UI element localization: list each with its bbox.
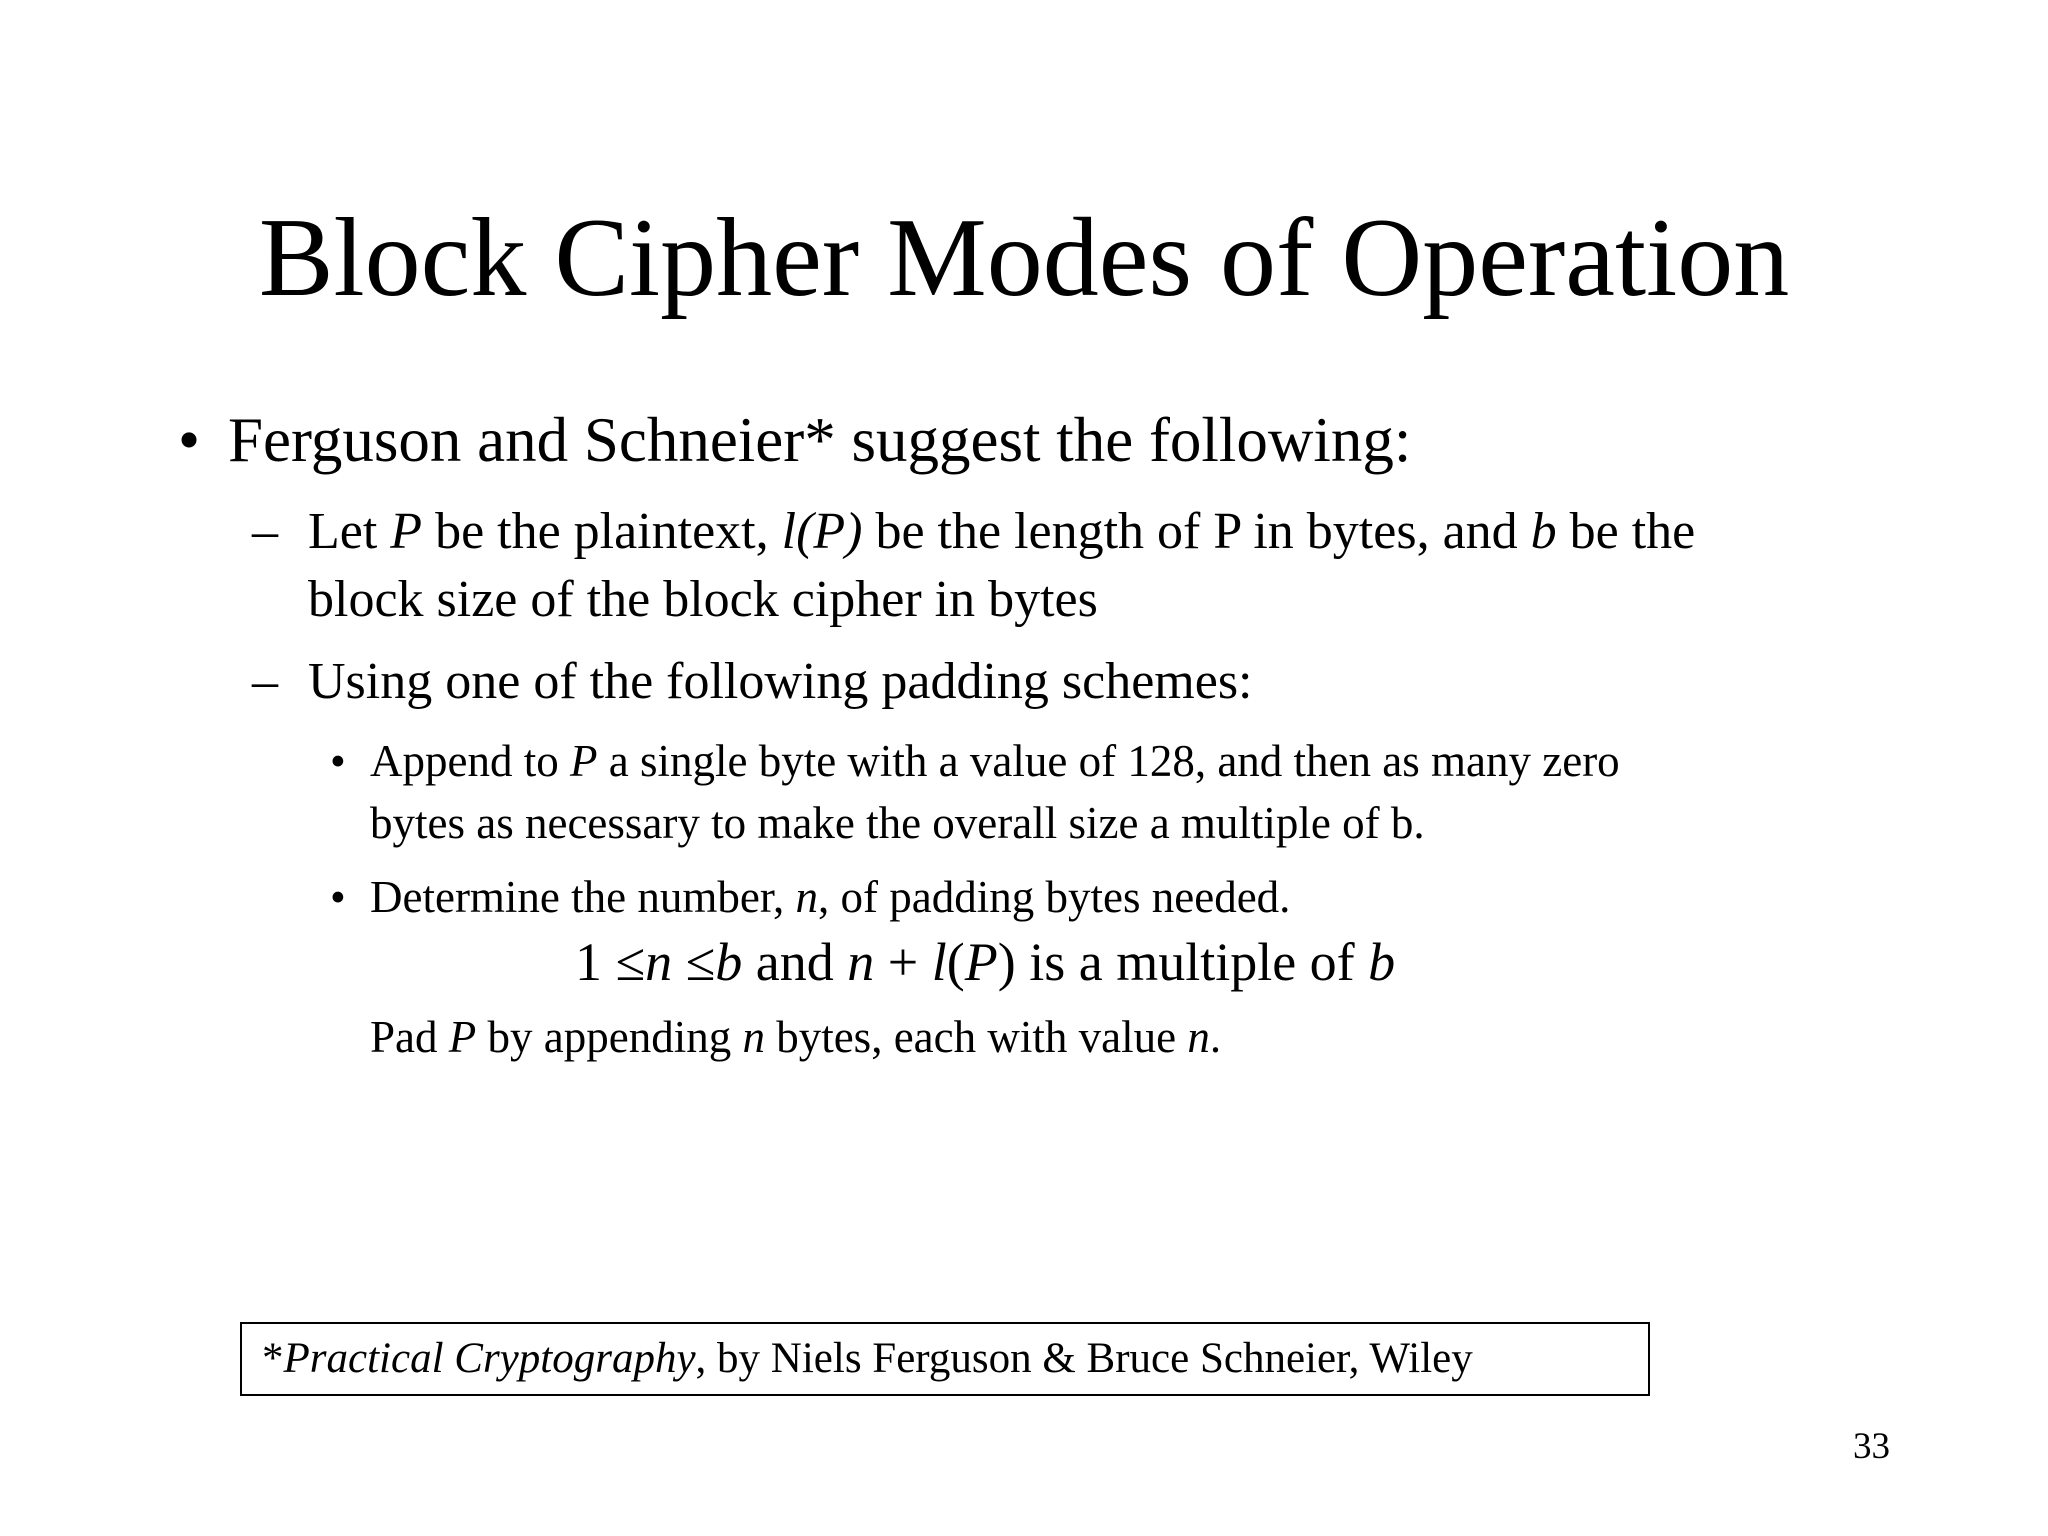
book-title: Practical Cryptography [283, 1335, 696, 1382]
pad-instruction: Pad P by appending n bytes, each with value n. [370, 1012, 1222, 1062]
sub-bullet-definitions-line1: Let P be the plaintext, l(P) be the length of P in bytes, and b be the [308, 503, 1696, 560]
bullet-main-text: Ferguson and Schneier* suggest the following: [228, 405, 1412, 475]
padding-formula: 1 ≤n ≤b and n + l(P) is a multiple of b [575, 932, 1396, 992]
slide-title: Block Cipher Modes of Operation [258, 196, 1790, 320]
dash-marker: – [252, 653, 278, 710]
page-number: 33 [1853, 1426, 1890, 1467]
scheme-pad-n-text: Determine the number, n, of padding bytes needed. [370, 872, 1291, 922]
dash-marker: – [252, 503, 278, 560]
scheme-append-128-line1: Append to P a single byte with a value of 128, and then as many zero [370, 736, 1620, 786]
dot-marker: • [330, 736, 346, 786]
sub-bullet-padding-schemes-text: Using one of the following padding schemes: [308, 653, 1253, 710]
bullet-marker: • [178, 405, 201, 475]
dot-marker: • [330, 872, 346, 922]
footnote-reference: *Practical Cryptography, by Niels Ferguson & Bruce Schneier, Wiley [240, 1322, 1650, 1396]
